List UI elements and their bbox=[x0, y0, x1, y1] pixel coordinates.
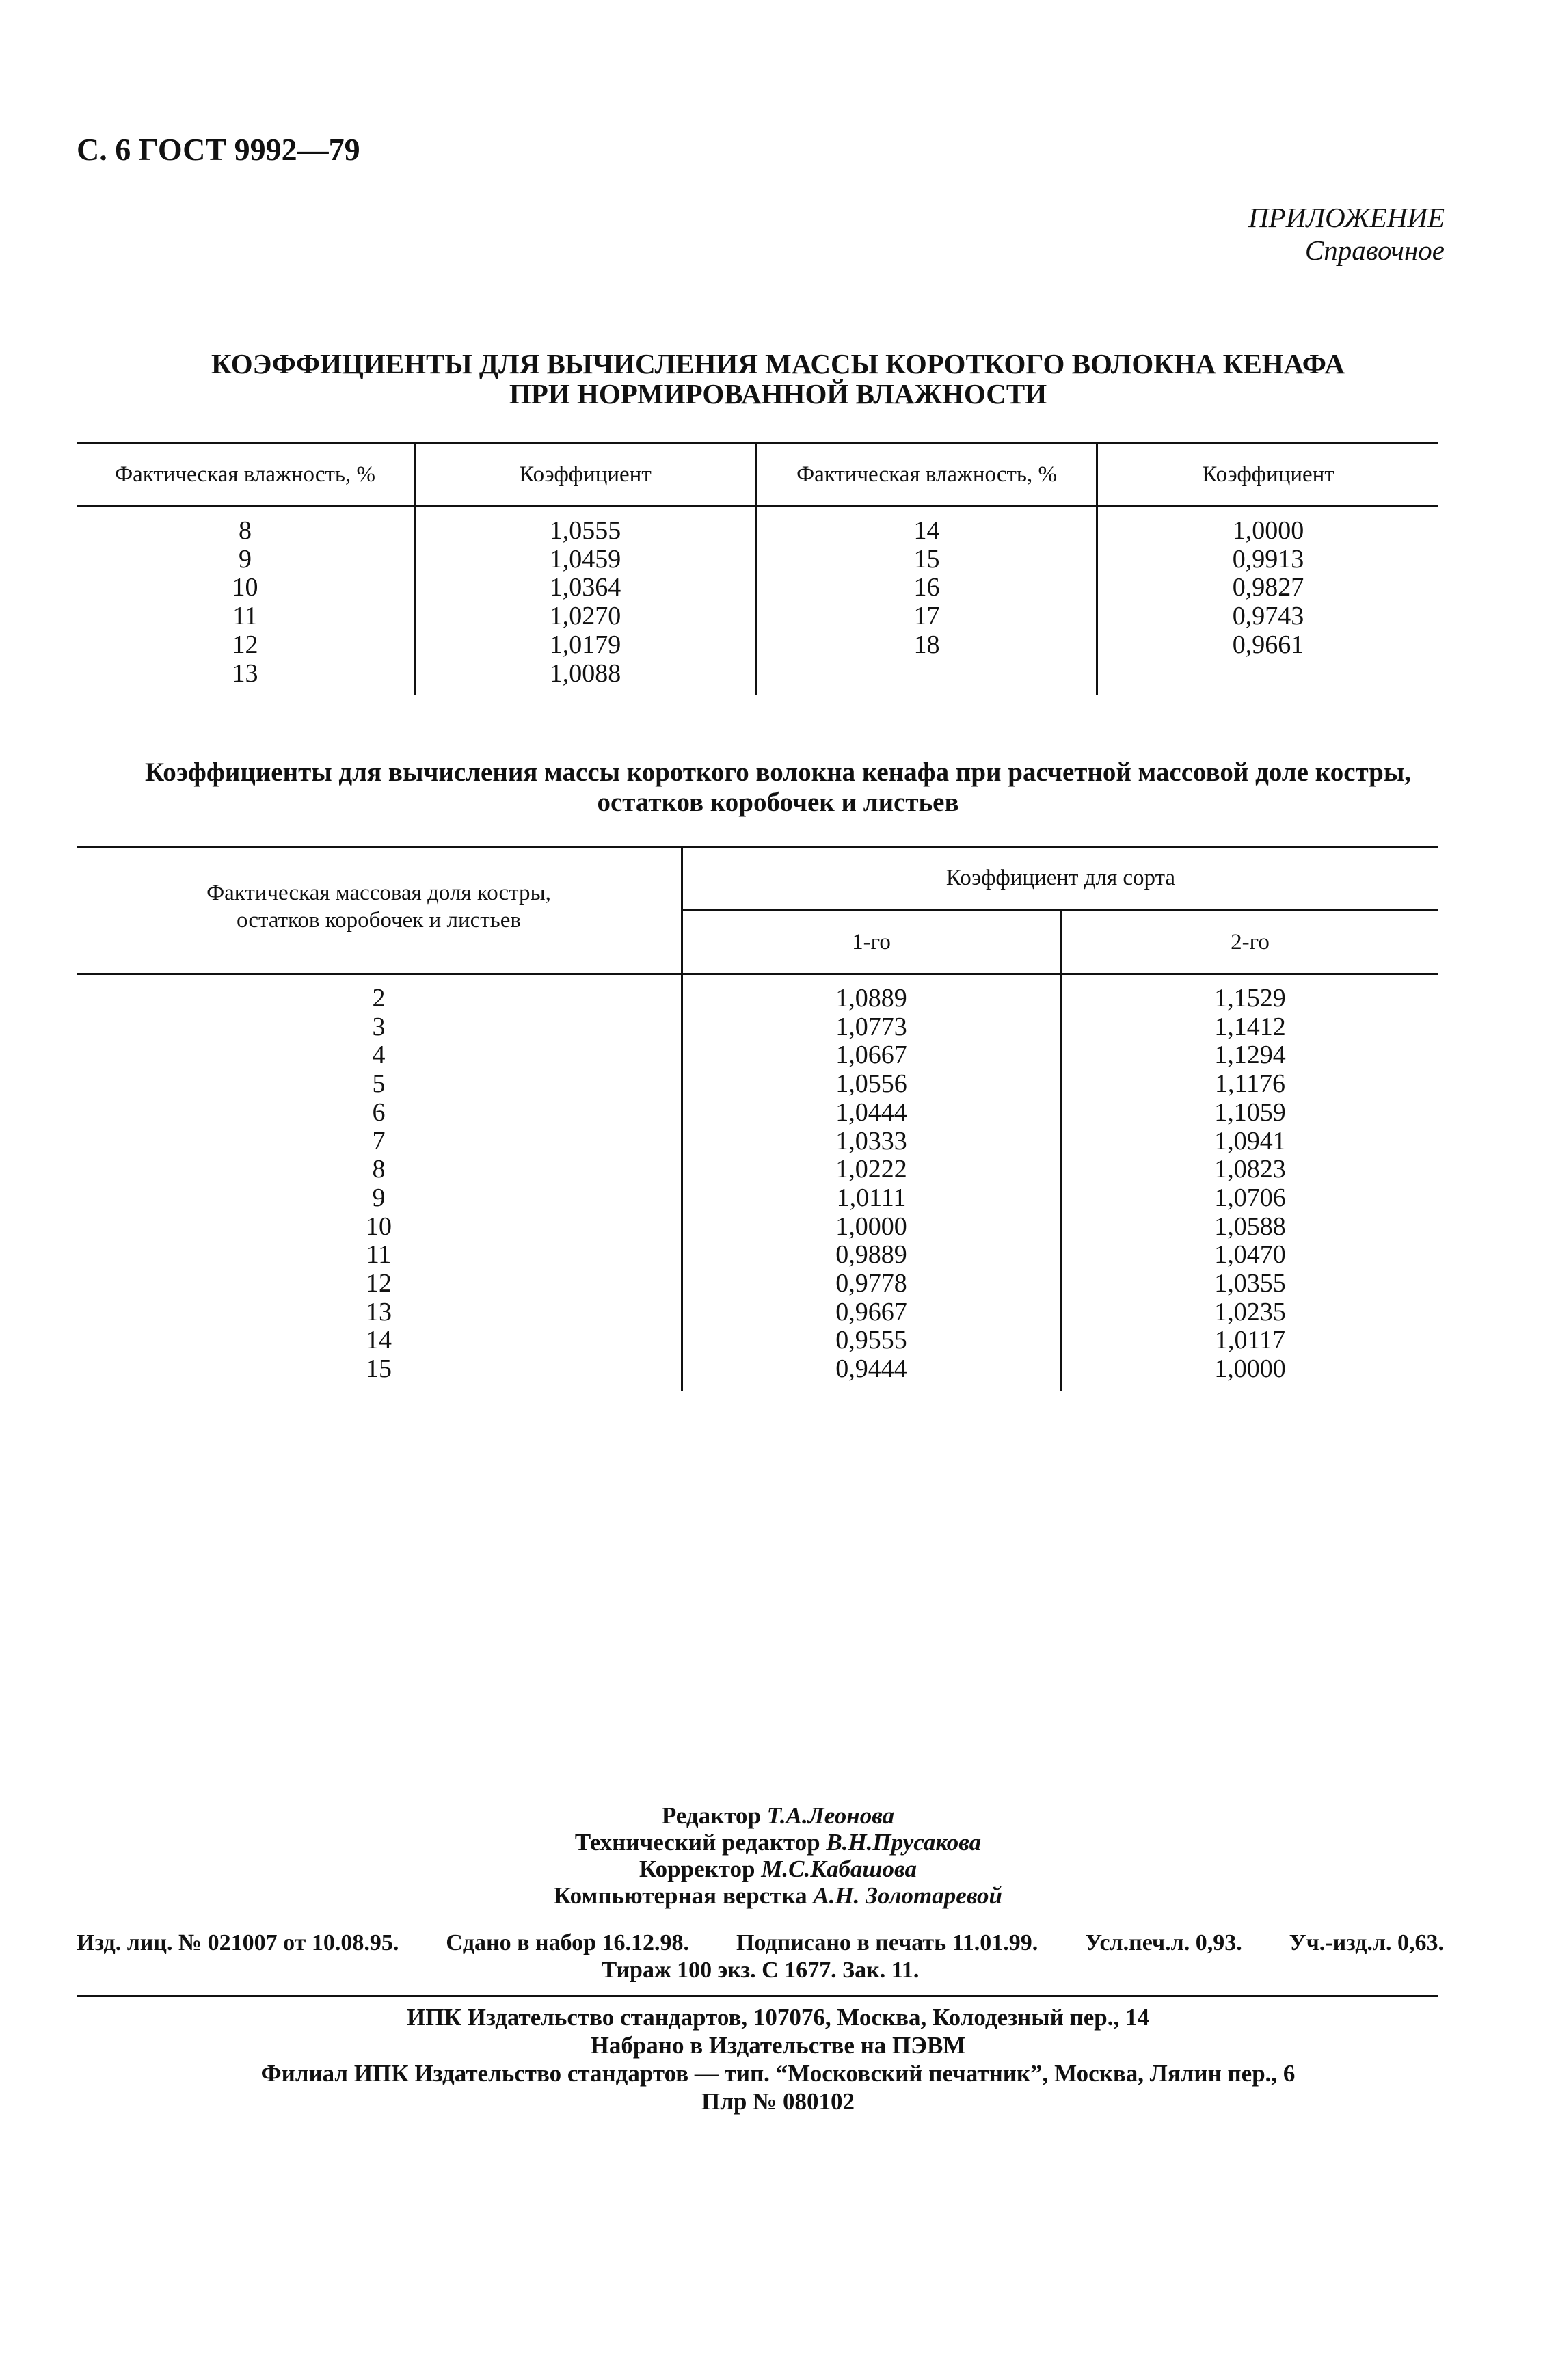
table-cell: 0,9661 bbox=[1232, 630, 1304, 659]
footer-rule bbox=[77, 1995, 1438, 1997]
table1-top-rule bbox=[77, 442, 1438, 444]
table-cell: 8 bbox=[239, 516, 252, 545]
table2-header-rule bbox=[77, 973, 1438, 975]
table-cell: 8 bbox=[372, 1155, 386, 1184]
table2-col-share-line1: Фактическая массовая доля костры, bbox=[206, 881, 551, 905]
table-cell: 16 bbox=[913, 573, 940, 602]
table-cell: 9 bbox=[239, 544, 252, 574]
publisher-block bbox=[0, 2003, 1556, 2115]
table1-col-moisture: Фактическая влажность, % bbox=[115, 462, 375, 487]
credit-corrector bbox=[0, 1856, 1556, 1882]
table-cell: 11 bbox=[232, 602, 258, 631]
table1-moisture-values bbox=[77, 517, 414, 688]
table-cell: 1,0088 bbox=[549, 658, 621, 688]
table-cell: 1,0941 bbox=[1214, 1126, 1286, 1155]
credit-layout bbox=[0, 1882, 1556, 1909]
table2-col-grade1: 1-го bbox=[852, 930, 891, 954]
table-cell: 5 bbox=[372, 1069, 386, 1099]
table-cell: 1,0555 bbox=[549, 516, 621, 545]
table1-title-line2: ПРИ НОРМИРОВАННОЙ ВЛАЖНОСТИ bbox=[509, 378, 1047, 410]
table-cell: 18 bbox=[913, 630, 940, 659]
annex-label bbox=[1248, 201, 1445, 267]
table-cell: 13 bbox=[366, 1297, 392, 1326]
table-cell: 4 bbox=[372, 1041, 386, 1070]
table-cell: 1,0706 bbox=[1214, 1183, 1286, 1212]
table-cell: 1,0364 bbox=[549, 573, 621, 602]
table1-title-line1: КОЭФФИЦИЕНТЫ ДЛЯ ВЫЧИСЛЕНИЯ МАССЫ КОРОТКОГО ВОЛОКНА КЕНАФА bbox=[211, 348, 1345, 379]
publisher-line: Филиал ИПК Издательство стандартов — тип. “Московский печатник”, Москва, Лялин пер., 6 bbox=[260, 2060, 1296, 2087]
table-cell: 12 bbox=[232, 630, 258, 659]
table-cell: 2 bbox=[372, 984, 386, 1013]
table-cell: 1,0000 bbox=[835, 1212, 907, 1241]
table-cell: 0,9743 bbox=[1232, 602, 1304, 631]
publisher-line: ИПК Издательство стандартов, 107076, Москва, Колодезный пер., 14 bbox=[407, 2004, 1149, 2031]
table2-top-rule bbox=[77, 846, 1438, 848]
table-cell: 1,0355 bbox=[1214, 1269, 1286, 1298]
table-cell: 3 bbox=[372, 1012, 386, 1041]
table-cell: 1,0823 bbox=[1214, 1155, 1286, 1184]
table-cell: 10 bbox=[232, 573, 258, 602]
table1-col-moisture: Фактическая влажность, % bbox=[796, 462, 1057, 487]
credit-name: Т.А.Леонова bbox=[766, 1802, 895, 1829]
table-cell: 15 bbox=[913, 544, 940, 574]
credits-block bbox=[0, 1802, 1556, 1909]
table2-share-values bbox=[77, 985, 681, 1384]
table-cell: 14 bbox=[913, 516, 940, 545]
publisher-line: Набрано в Издательстве на ПЭВМ bbox=[590, 2032, 966, 2059]
table-cell: 1,1176 bbox=[1214, 1069, 1286, 1099]
table-cell: 0,9555 bbox=[835, 1326, 907, 1355]
table-cell: 6 bbox=[372, 1097, 386, 1127]
table-cell: 1,0179 bbox=[549, 630, 621, 659]
table-cell: 1,0556 bbox=[835, 1069, 907, 1099]
table-cell: 1,0889 bbox=[835, 984, 907, 1013]
table-cell: 1,0270 bbox=[549, 602, 621, 631]
table-cell: 1,1412 bbox=[1214, 1012, 1286, 1041]
table-cell: 13 bbox=[232, 658, 258, 688]
table2-title-line1: Коэффициенты для вычисления массы короткого волокна кенафа при расчетной массовой доле костры, bbox=[144, 758, 1412, 787]
table-cell: 0,9667 bbox=[835, 1297, 907, 1326]
table-cell: 1,0459 bbox=[549, 544, 621, 574]
print-run: Тираж 100 экз. С 1677. Зак. 11. bbox=[601, 1957, 920, 1983]
table-cell: 1,0235 bbox=[1214, 1297, 1286, 1326]
table-cell: 1,0000 bbox=[1232, 516, 1304, 545]
page-reference: С. 6 ГОСТ 9992—79 bbox=[77, 132, 360, 167]
print-typeset: Сдано в набор 16.12.98. bbox=[446, 1930, 690, 1955]
table-cell: 1,0000 bbox=[1214, 1354, 1286, 1384]
table1-coefficient-values bbox=[416, 517, 755, 688]
table-cell: 1,0470 bbox=[1214, 1240, 1286, 1270]
table-cell: 1,0111 bbox=[836, 1183, 907, 1212]
table-cell: 1,0773 bbox=[835, 1012, 907, 1041]
table2-col-share bbox=[77, 879, 681, 934]
credit-label: Редактор bbox=[661, 1802, 761, 1829]
table-cell: 0,9827 bbox=[1232, 573, 1304, 602]
table1-col-coefficient: Коэффициент bbox=[519, 462, 652, 487]
table-cell: 9 bbox=[372, 1183, 386, 1212]
credit-name: А.Н. Золотаревой bbox=[813, 1882, 1002, 1909]
table-cell: 1,0333 bbox=[835, 1126, 907, 1155]
table1-coefficient-values bbox=[1098, 517, 1438, 660]
print-license: Изд. лиц. № 021007 от 10.08.95. bbox=[77, 1930, 399, 1955]
print-info bbox=[77, 1929, 1444, 1984]
publisher-line: Плр № 080102 bbox=[701, 2088, 855, 2115]
table-cell: 0,9889 bbox=[835, 1240, 907, 1270]
table-cell: 11 bbox=[366, 1240, 392, 1270]
table-cell: 1,1059 bbox=[1214, 1097, 1286, 1127]
table1-title bbox=[0, 349, 1556, 409]
annex-title: ПРИЛОЖЕНИЕ bbox=[1248, 202, 1445, 233]
table-cell: 1,0588 bbox=[1214, 1212, 1286, 1241]
credit-label: Компьютерная верстка bbox=[554, 1882, 807, 1909]
table-cell: 1,0444 bbox=[835, 1097, 907, 1127]
table1-header-rule bbox=[77, 505, 1438, 507]
table-cell: 14 bbox=[366, 1326, 392, 1355]
table1-col-coefficient: Коэффициент bbox=[1202, 462, 1334, 487]
table2-col-share-line2: остатков коробочек и листьев bbox=[237, 908, 521, 933]
table2-grade2-values bbox=[1062, 985, 1438, 1384]
table-cell: 7 bbox=[372, 1126, 386, 1155]
table-cell: 1,0667 bbox=[835, 1041, 907, 1070]
table-cell: 0,9913 bbox=[1232, 544, 1304, 574]
publisher-sheets: Уч.-изд.л. 0,63. bbox=[1289, 1930, 1444, 1955]
table-cell: 10 bbox=[366, 1212, 392, 1241]
table2-title-line2: остатков коробочек и листьев bbox=[597, 788, 959, 817]
credit-label: Технический редактор bbox=[574, 1829, 820, 1856]
print-sheets: Усл.печ.л. 0,93. bbox=[1085, 1930, 1242, 1955]
annex-note: Справочное bbox=[1304, 235, 1445, 266]
table-cell: 15 bbox=[366, 1354, 392, 1384]
table-cell: 0,9778 bbox=[835, 1269, 907, 1298]
table-cell: 0,9444 bbox=[835, 1354, 907, 1384]
table1-moisture-values bbox=[757, 517, 1096, 660]
table2-col-coefficient-group: Коэффициент для сорта bbox=[945, 866, 1176, 890]
credit-editor bbox=[0, 1802, 1556, 1829]
table2-grade1-values bbox=[683, 985, 1060, 1384]
table-cell: 1,1294 bbox=[1214, 1041, 1286, 1070]
credit-tech-editor bbox=[0, 1829, 1556, 1856]
table-cell: 1,1529 bbox=[1214, 984, 1286, 1013]
table-cell: 1,0222 bbox=[835, 1155, 907, 1184]
table-cell: 1,0117 bbox=[1214, 1326, 1286, 1355]
credit-name: М.С.Кабашова bbox=[761, 1856, 917, 1882]
print-signed: Подписано в печать 11.01.99. bbox=[736, 1930, 1038, 1955]
credit-label: Корректор bbox=[639, 1856, 755, 1882]
table-cell: 17 bbox=[913, 602, 940, 631]
table2-col-grade2: 2-го bbox=[1231, 930, 1270, 954]
credit-name: В.Н.Прусакова bbox=[826, 1829, 982, 1856]
table-cell: 12 bbox=[366, 1269, 392, 1298]
table2-title bbox=[0, 758, 1556, 818]
